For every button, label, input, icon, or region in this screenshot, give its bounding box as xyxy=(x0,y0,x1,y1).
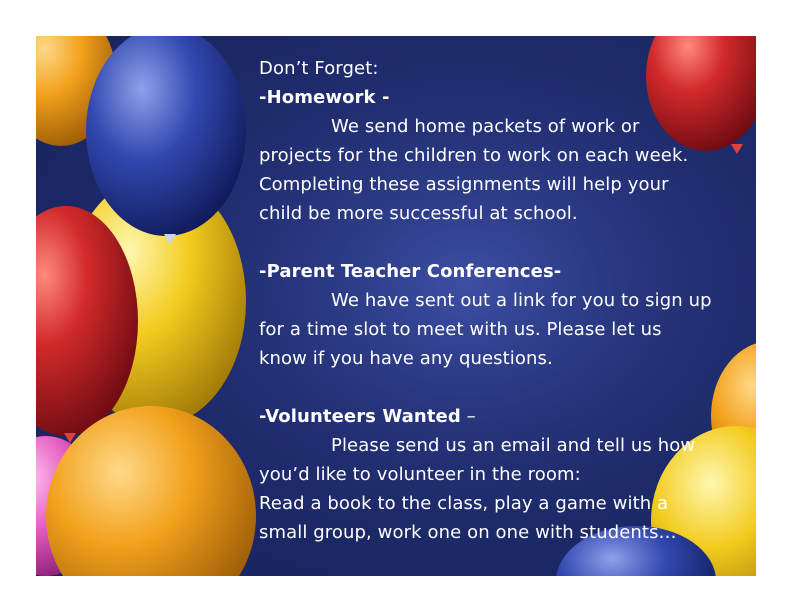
heading: Don’t Forget: xyxy=(259,58,379,79)
volunteers-line-1: Please send us an email and tell us how xyxy=(331,435,696,456)
slide xyxy=(36,36,756,576)
spacer xyxy=(259,228,749,257)
volunteers-line-3: Read a book to the class, play a game with a xyxy=(259,493,669,514)
homework-line-4: child be more successful at school. xyxy=(259,203,578,224)
conferences-line-3: know if you have any questions. xyxy=(259,348,553,369)
homework-line-3: Completing these assignments will help your xyxy=(259,174,669,195)
section-title-conferences: -Parent Teacher Conferences- xyxy=(259,261,562,282)
section-title-volunteers: -Volunteers Wanted xyxy=(259,406,461,427)
section-title-volunteers-row xyxy=(259,402,749,431)
spacer xyxy=(259,373,749,402)
volunteers-line-4: small group, work one on one with students… xyxy=(259,522,677,543)
conferences-line-1: We have sent out a link for you to sign up xyxy=(331,290,712,311)
homework-line-1: We send home packets of work or xyxy=(331,116,640,137)
homework-line-2: projects for the children to work on each week. xyxy=(259,145,689,166)
announcement-text xyxy=(259,54,749,547)
conferences-line-2: for a time slot to meet with us. Please let us xyxy=(259,319,662,340)
section-title-volunteers-dash: – xyxy=(460,406,476,427)
section-title-homework: -Homework - xyxy=(259,87,390,108)
volunteers-line-2: you’d like to volunteer in the room: xyxy=(259,464,581,485)
